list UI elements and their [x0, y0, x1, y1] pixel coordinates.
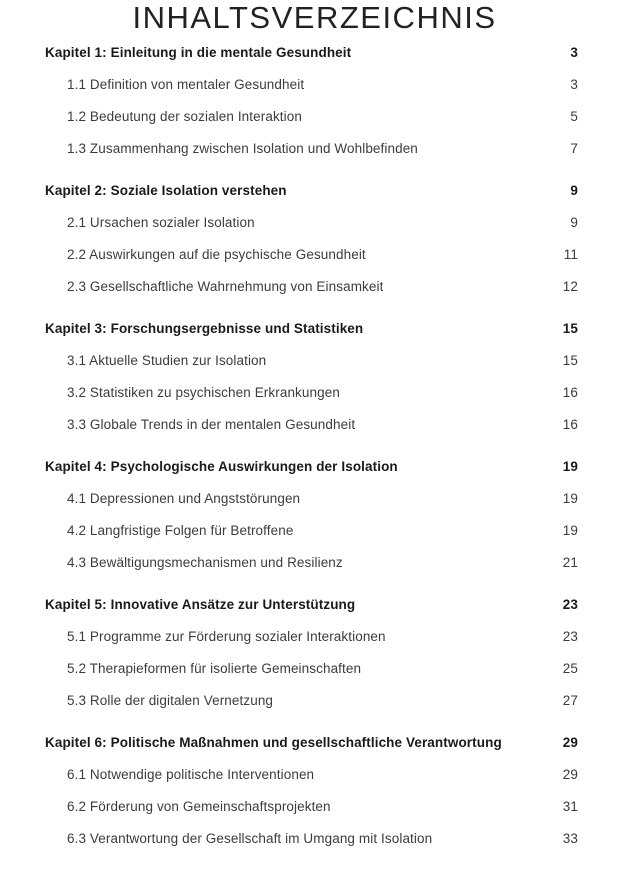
- section-page-number: 16: [562, 384, 578, 400]
- toc-section-entry[interactable]: [45, 100, 578, 132]
- toc-chapter-2: [45, 174, 578, 302]
- section-page-number: 11: [563, 246, 578, 262]
- section-label: 1.1 Definition von mentaler Gesundheit: [67, 76, 305, 92]
- section-page-number: 25: [562, 660, 578, 676]
- toc-chapter-4: [45, 450, 578, 578]
- section-label: 5.2 Therapieformen für isolierte Gemeinschaften: [67, 660, 362, 676]
- chapter-page-number: 23: [562, 596, 578, 612]
- section-label: 4.1 Depressionen und Angststörungen: [67, 490, 301, 506]
- page-title: INHALTSVERZEICHNIS: [132, 0, 497, 35]
- toc-chapter-entry[interactable]: [45, 726, 578, 758]
- section-label: 2.1 Ursachen sozialer Isolation: [67, 214, 255, 230]
- toc-section-entry[interactable]: [45, 132, 578, 164]
- toc-section-entry[interactable]: [45, 238, 578, 270]
- section-label: 4.2 Langfristige Folgen für Betroffene: [67, 522, 294, 538]
- toc-section-entry[interactable]: [45, 206, 578, 238]
- toc-chapter-3: [45, 312, 578, 440]
- toc-section-entry[interactable]: [45, 344, 578, 376]
- section-label: 3.1 Aktuelle Studien zur Isolation: [67, 352, 267, 368]
- section-label: 6.1 Notwendige politische Interventionen: [67, 766, 315, 782]
- section-label: 5.3 Rolle der digitalen Vernetzung: [67, 692, 274, 708]
- toc-chapter-entry[interactable]: [45, 450, 578, 482]
- toc-section-entry[interactable]: [45, 514, 578, 546]
- chapter-label: Kapitel 5: Innovative Ansätze zur Unterstützung: [45, 596, 356, 612]
- toc-chapter-entry[interactable]: [45, 588, 578, 620]
- toc-chapter-5: [45, 588, 578, 716]
- section-label: 1.2 Bedeutung der sozialen Interaktion: [67, 108, 302, 124]
- toc-section-entry[interactable]: [45, 822, 578, 854]
- section-page-number: 3: [570, 76, 578, 92]
- chapter-page-number: 15: [562, 320, 578, 336]
- table-of-contents: [0, 36, 629, 854]
- toc-section-entry[interactable]: [45, 270, 578, 302]
- section-page-number: 23: [562, 628, 578, 644]
- section-page-number: 31: [562, 798, 578, 814]
- section-page-number: 21: [562, 554, 578, 570]
- toc-chapter-entry[interactable]: [45, 36, 578, 68]
- section-page-number: 5: [570, 108, 578, 124]
- section-label: 2.3 Gesellschaftliche Wahrnehmung von Einsamkeit: [67, 278, 384, 294]
- section-page-number: 19: [562, 490, 578, 506]
- section-page-number: 29: [562, 766, 578, 782]
- chapter-label: Kapitel 1: Einleitung in die mentale Gesundheit: [45, 44, 352, 60]
- section-page-number: 27: [562, 692, 578, 708]
- section-page-number: 19: [562, 522, 578, 538]
- section-page-number: 7: [570, 140, 578, 156]
- section-label: 3.2 Statistiken zu psychischen Erkrankungen: [67, 384, 340, 400]
- section-page-number: 16: [562, 416, 578, 432]
- toc-section-entry[interactable]: [45, 482, 578, 514]
- toc-chapter-entry[interactable]: [45, 174, 578, 206]
- section-label: 2.2 Auswirkungen auf die psychische Gesundheit: [67, 246, 366, 262]
- section-page-number: 33: [562, 830, 578, 846]
- section-page-number: 12: [562, 278, 578, 294]
- section-label: 6.2 Förderung von Gemeinschaftsprojekten: [67, 798, 331, 814]
- toc-section-entry[interactable]: [45, 790, 578, 822]
- section-label: 1.3 Zusammenhang zwischen Isolation und Wohlbefinden: [67, 140, 418, 156]
- chapter-label: Kapitel 2: Soziale Isolation verstehen: [45, 182, 287, 198]
- section-label: 6.3 Verantwortung der Gesellschaft im Umgang mit Isolation: [67, 830, 433, 846]
- toc-section-entry[interactable]: [45, 684, 578, 716]
- section-page-number: 9: [570, 214, 578, 230]
- toc-section-entry[interactable]: [45, 620, 578, 652]
- toc-section-entry[interactable]: [45, 652, 578, 684]
- section-label: 4.3 Bewältigungsmechanismen und Resilienz: [67, 554, 343, 570]
- chapter-page-number: 9: [570, 182, 578, 198]
- toc-section-entry[interactable]: [45, 408, 578, 440]
- toc-section-entry[interactable]: [45, 376, 578, 408]
- toc-chapter-6: [45, 726, 578, 854]
- section-label: 3.3 Globale Trends in der mentalen Gesundheit: [67, 416, 356, 432]
- chapter-page-number: 3: [570, 44, 578, 60]
- toc-section-entry[interactable]: [45, 546, 578, 578]
- toc-chapter-entry[interactable]: [45, 312, 578, 344]
- section-page-number: 15: [562, 352, 578, 368]
- toc-section-entry[interactable]: [45, 68, 578, 100]
- chapter-label: Kapitel 6: Politische Maßnahmen und gesellschaftliche Verantwortung: [45, 734, 502, 750]
- section-label: 5.1 Programme zur Förderung sozialer Interaktionen: [67, 628, 386, 644]
- chapter-page-number: 19: [562, 458, 578, 474]
- toc-chapter-1: [45, 36, 578, 164]
- chapter-label: Kapitel 4: Psychologische Auswirkungen der Isolation: [45, 458, 398, 474]
- chapter-page-number: 29: [562, 734, 578, 750]
- chapter-label: Kapitel 3: Forschungsergebnisse und Statistiken: [45, 320, 364, 336]
- toc-section-entry[interactable]: [45, 758, 578, 790]
